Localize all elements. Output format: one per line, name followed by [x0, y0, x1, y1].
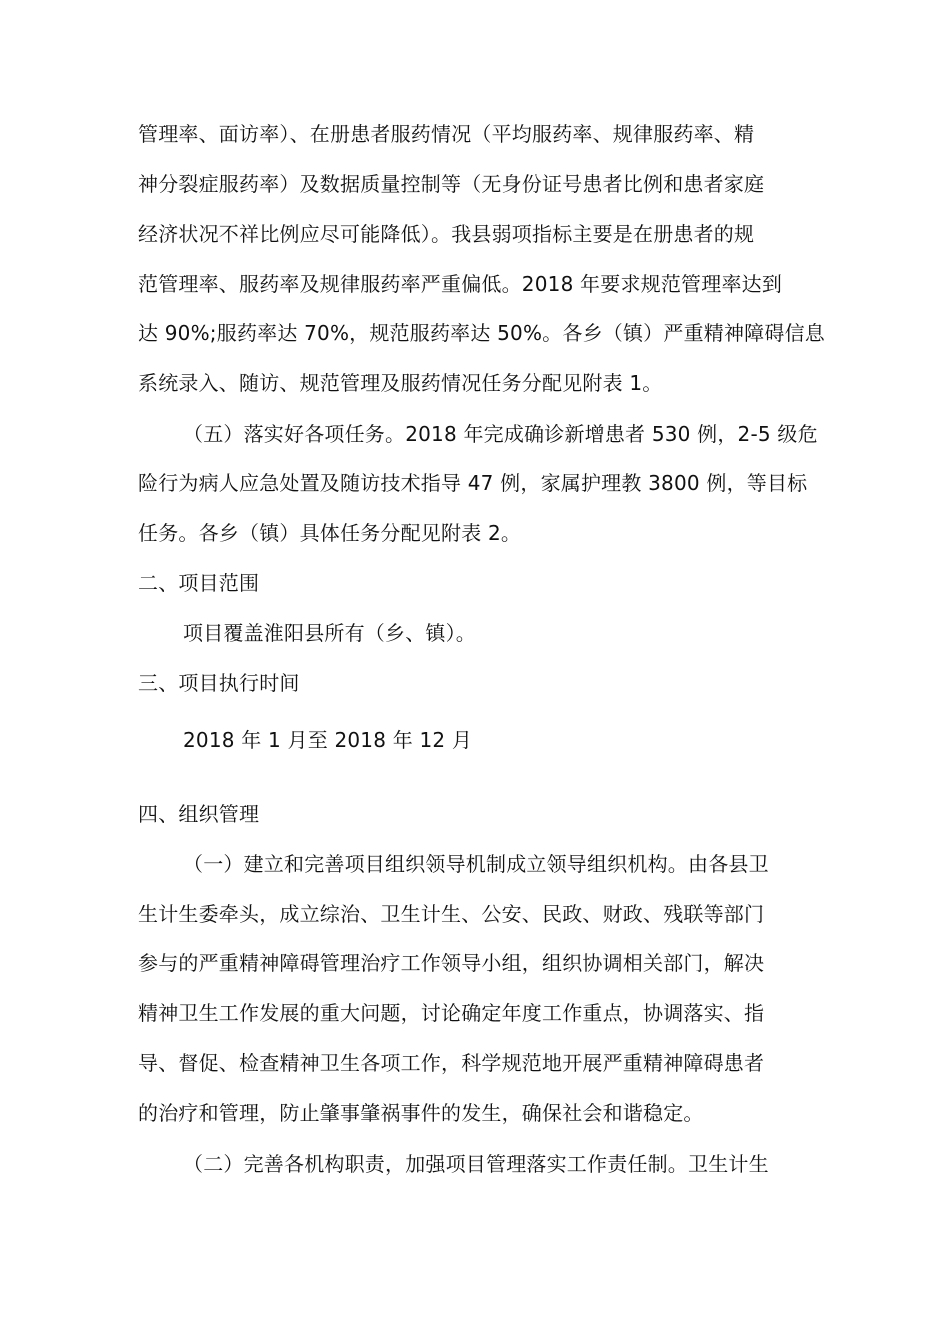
paragraph-start-line: 项目覆盖淮阳县所有（乡、镇）。 [183, 621, 476, 645]
body-text-line: 达 90%;服药率达 70%，规范服药率达 50%。各乡（镇）严重精神障碍信息 [138, 321, 825, 345]
paragraph-start-line: （一）建立和完善项目组织领导机制成立领导组织机构。由各县卫 [183, 852, 769, 876]
body-text-line: 任务。各乡（镇）具体任务分配见附表 2。 [138, 521, 522, 545]
body-text-line: 经济状况不祥比例应尽可能降低）。我县弱项指标主要是在册患者的规 [138, 222, 755, 246]
body-text-line: 系统录入、随访、规范管理及服药情况任务分配见附表 1。 [138, 371, 663, 395]
paragraph-start-line: （五）落实好各项任务。2018 年完成确诊新增患者 530 例，2-5 级危 [183, 422, 818, 446]
paragraph-start-line: （二）完善各机构职责，加强项目管理落实工作责任制。卫生计生 [183, 1152, 769, 1176]
body-text-line: 管理率、面访率）、在册患者服药情况（平均服药率、规律服药率、精 [138, 122, 755, 146]
paragraph-start-line: 2018 年 1 月至 2018 年 12 月 [183, 728, 473, 752]
body-text-line: 神分裂症服药率）及数据质量控制等（无身份证号患者比例和患者家庭 [138, 172, 765, 196]
section-heading: 二、项目范围 [138, 571, 260, 595]
body-text-line: 生计生委牵头，成立综治、卫生计生、公安、民政、财政、残联等部门 [138, 902, 765, 926]
body-text-line: 导、督促、检查精神卫生各项工作，科学规范地开展严重精神障碍患者 [138, 1051, 765, 1075]
body-text-line: 的治疗和管理，防止肇事肇祸事件的发生，确保社会和谐稳定。 [138, 1101, 704, 1125]
section-heading: 三、项目执行时间 [138, 671, 300, 695]
body-text-line: 险行为病人应急处置及随访技术指导 47 例，家属护理教 3800 例，等目标 [138, 471, 808, 495]
section-heading: 四、组织管理 [138, 802, 260, 826]
body-text-line: 参与的严重精神障碍管理治疗工作领导小组，组织协调相关部门，解决 [138, 951, 765, 975]
body-text-line: 范管理率、服药率及规律服药率严重偏低。2018 年要求规范管理率达到 [138, 272, 783, 296]
body-text-line: 精神卫生工作发展的重大问题，讨论确定年度工作重点，协调落实、指 [138, 1001, 765, 1025]
